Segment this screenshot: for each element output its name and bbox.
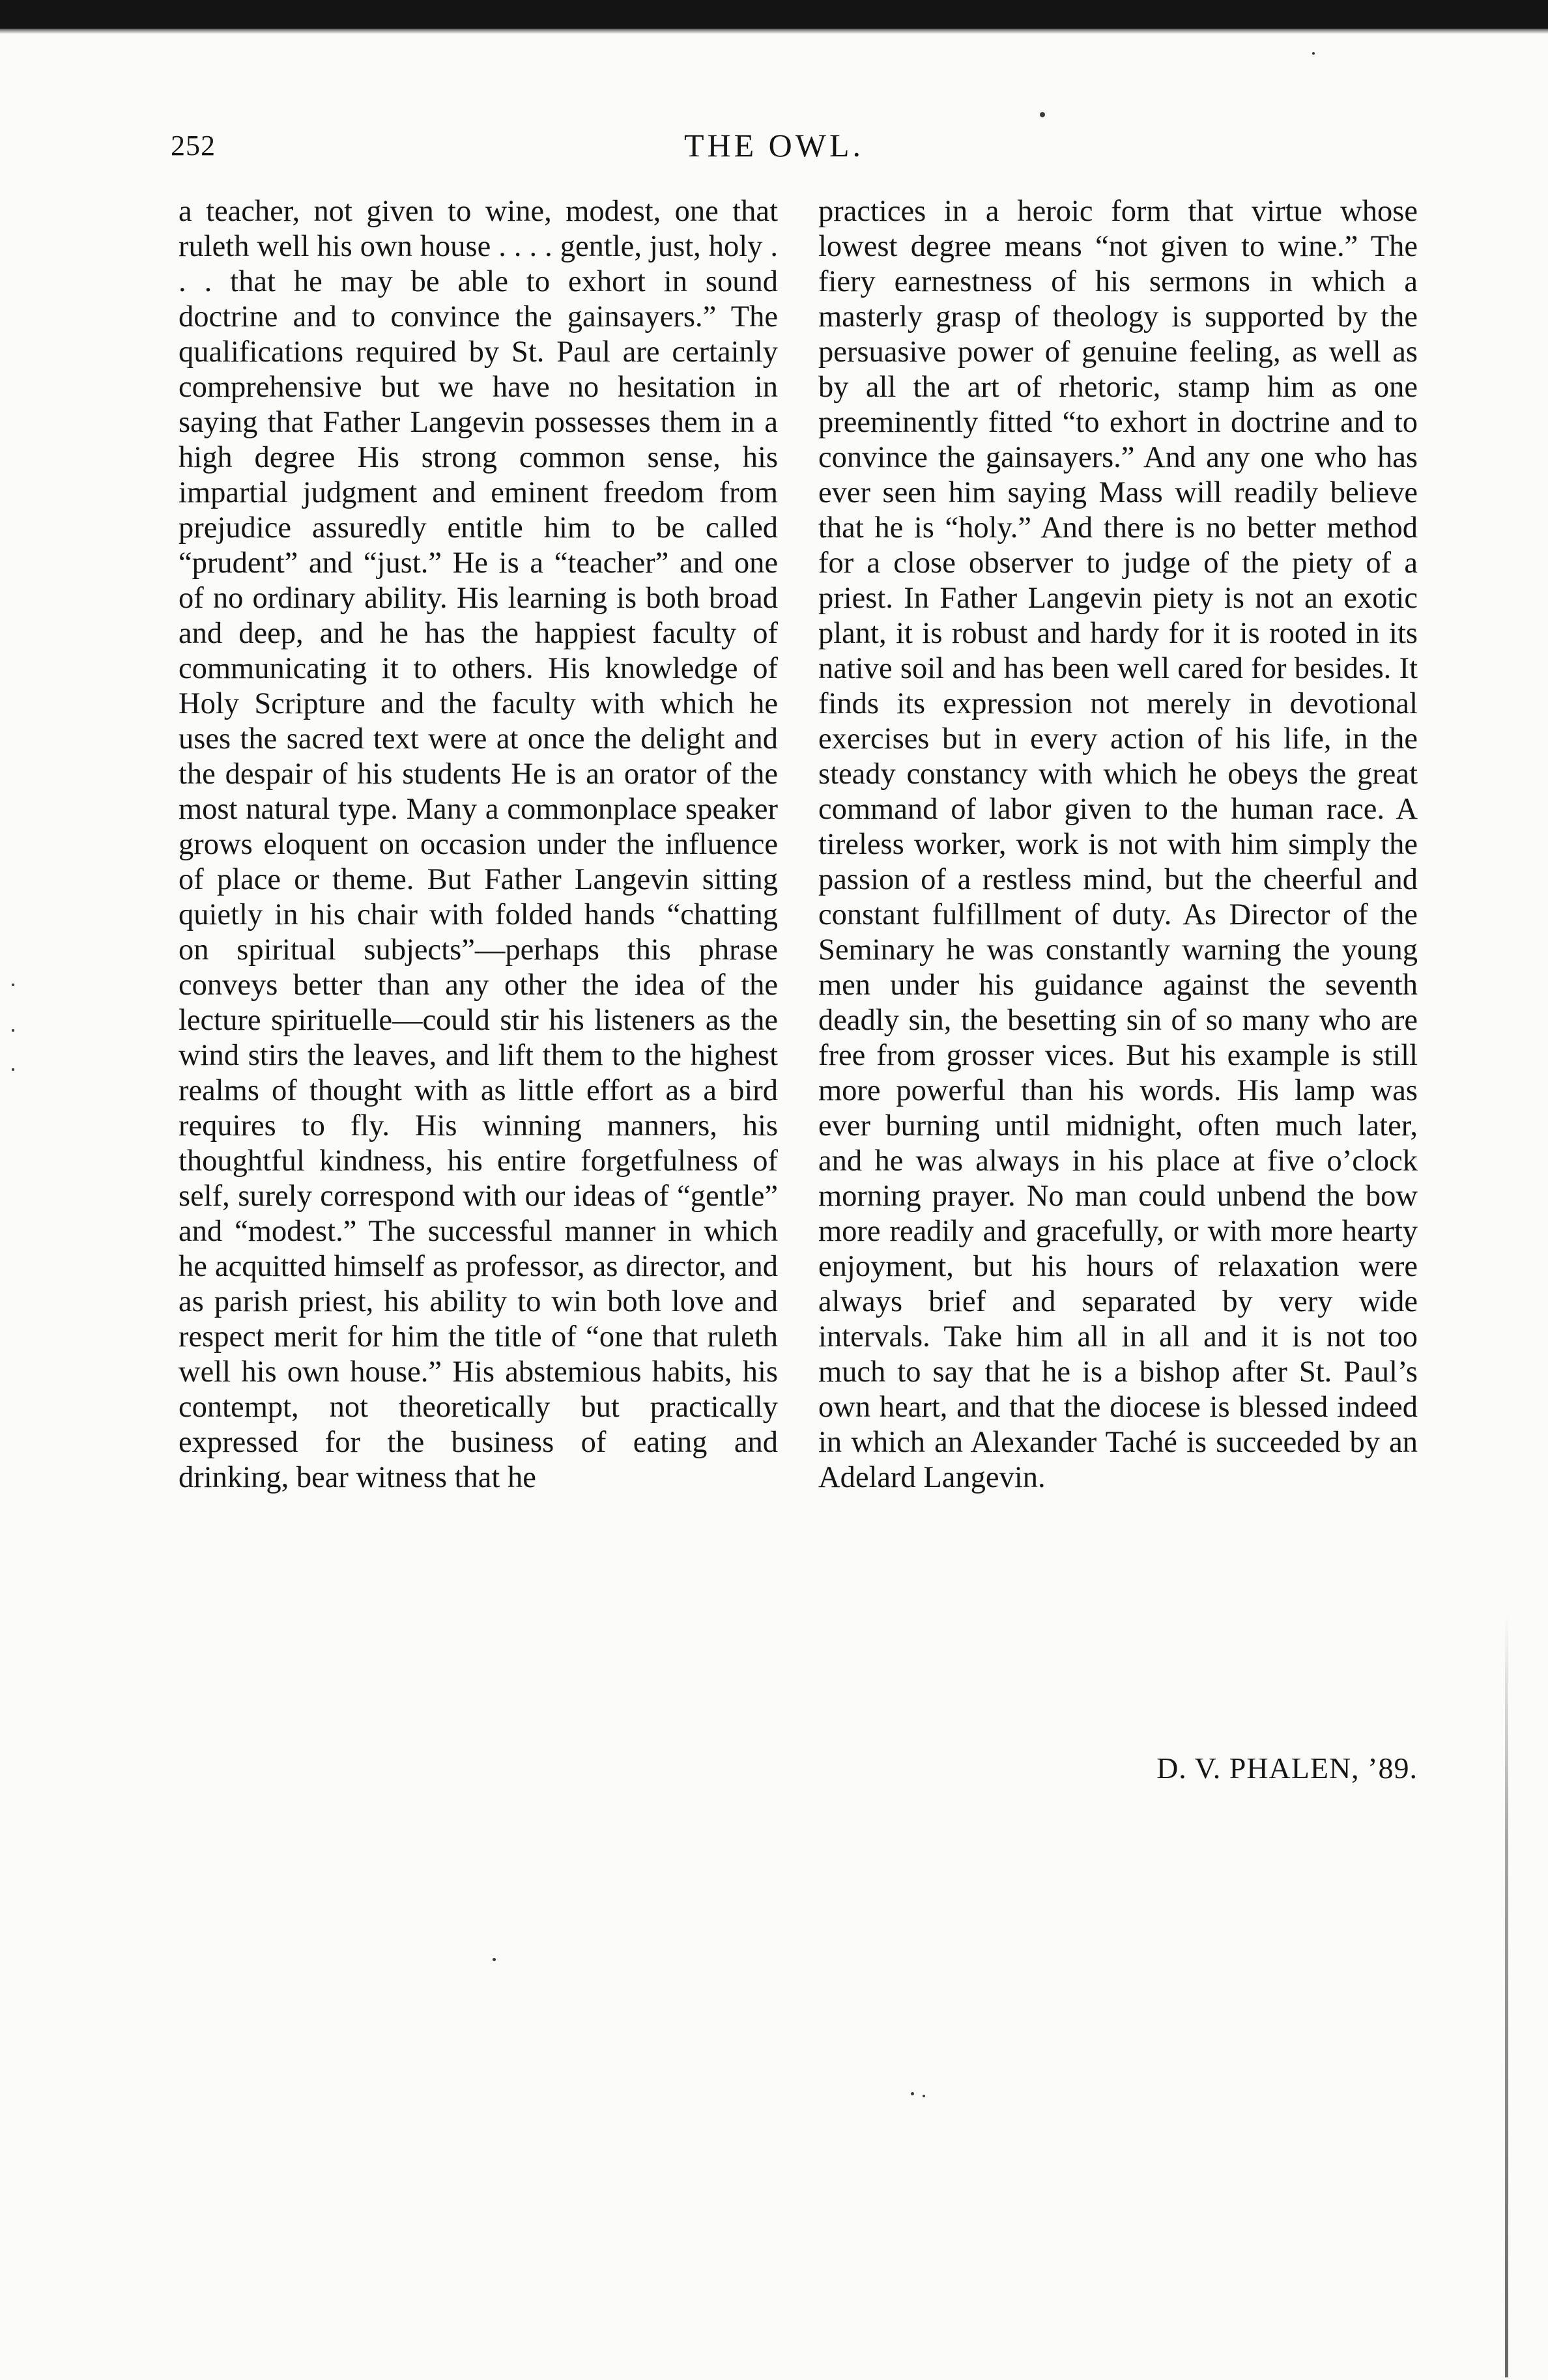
scan-speck [923,2095,925,2097]
right-column-text: practices in a heroic form that virtue whose lowest degree means “not given to wine.” The fiery earnestness of his sermons in which a masterly grasp of theology is supported by the persuasive power of genuine feeling, as well as by all the art of rhetoric, stamp him as one preeminently fitted “to exhort in doctrine and to convince the gainsayers.” And any one who has ever seen him saying Mass will readily believe that he is “holy.” And there is no better method for a close observer to judge of the piety of a priest. In Father Langevin piety is not an exotic plant, it is robust and hardy for it is rooted in its native soil and has been well cared for besides. It finds its expression not merely in devotional exercises but in every action of his life, in the steady constancy with which he obeys the great command of labor given to the human race. A tireless worker, work is not with him simply the passion of a restless mind, but the cheerful and constant fulfillment of duty. As Director of the Seminary he was constantly warning the young men under his guidance against the seventh deadly sin, the besetting sin of so many who are free from grosser vices. But his example is still more powerful than his words. His lamp was ever burning until midnight, often much later, and he was always in his place at five o’clock morning prayer. No man could unbend the bow more readily and gracefully, or with more hearty enjoyment, but his hours of relaxation were always brief and separated by very wide intervals. Take him all in all and it is not too much to say that he is a bishop after St. Paul’s own heart, and that the diocese is blessed indeed in which an Alexander Taché is succeeded by an Adelard Langevin. [818,195,1418,1494]
running-head: THE OWL. [683,127,865,163]
top-border-rule [0,0,1548,29]
scan-speck [493,1958,496,1961]
scan-speck [1040,112,1045,117]
left-column [179,194,778,1495]
author-signature: D. V. PHALEN, ’89. [1156,1751,1418,1785]
scan-speck [911,2092,914,2095]
scan-speck [12,1068,14,1071]
right-column [818,194,1418,1495]
scan-speck [12,984,14,986]
left-column-text: a teacher, not given to wine, modest, one that ruleth well his own house . . . . gentle, just, holy . . . that he may be able to exhort in sound doctrine and to convince the gainsayers.” The qualifications required by St. Paul are certainly comprehensive but we have no hesitation in saying that Father Langevin possesses them in a high degree His strong common sense, his impartial judgment and eminent freedom from prejudice assuredly entitle him to be called “prudent” and “just.” He is a “teacher” and one of no ordinary ability. His learning is both broad and deep, and he has the happiest faculty of communicating it to others. His knowledge of Holy Scripture and the faculty with which he uses the sacred text were at once the delight and the despair of his students He is an orator of the most natural type. Many a commonplace speaker grows eloquent on occasion under the influence of place or theme. But Father Langevin sitting quietly in his chair with folded hands “chatting on spiritual subjects”—perhaps this phrase conveys better than any other the idea of the lecture spirituelle—could stir his listeners as the wind stirs the leaves, and lift them to the highest realms of thought with as little effort as a bird requires to fly. His winning manners, his thoughtful kindness, his entire forgetfulness of self, surely correspond with our ideas of “gentle” and “modest.” The successful manner in which he acquitted himself as professor, as director, and as parish priest, his ability to win both love and respect merit for him the title of “one that ruleth well his own house.” His abstemious habits, his contempt, not theoretically but practically expressed for the business of eating and drinking, bear witness that he [179,195,778,1494]
binding-edge-shadow [1505,1615,1508,2377]
scan-speck [1312,52,1315,55]
top-border-shadow [0,29,1548,34]
scan-speck [12,1029,14,1032]
page-number: 252 [171,130,216,162]
